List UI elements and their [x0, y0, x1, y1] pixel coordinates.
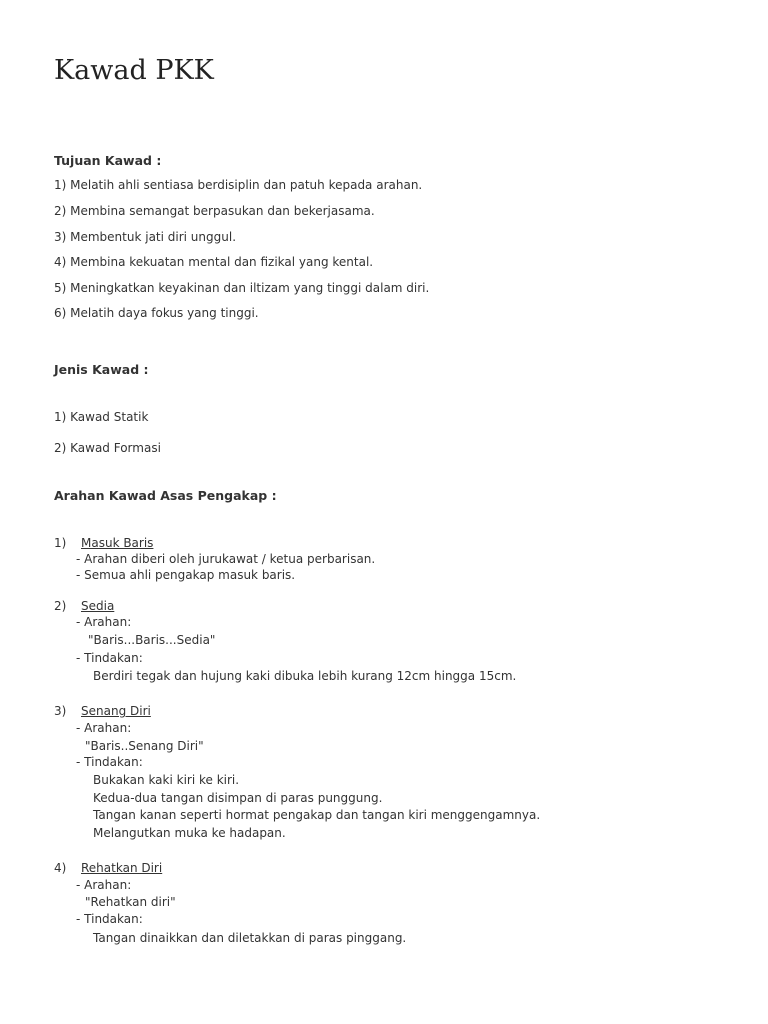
- section-line: - Arahan:: [76, 878, 132, 892]
- section-line: Bukakan kaki kiri ke kiri.: [93, 773, 240, 787]
- arahan-heading: Arahan Kawad Asas Pengakap :: [54, 488, 277, 503]
- section-line: - Tindakan:: [76, 755, 143, 769]
- section-line: "Rehatkan diri": [85, 895, 176, 909]
- section-line: - Tindakan:: [76, 912, 143, 926]
- jenis-item: 2) Kawad Formasi: [54, 441, 161, 455]
- section-line: - Semua ahli pengakap masuk baris.: [76, 568, 296, 582]
- section-line: "Baris..Senang Diri": [85, 739, 204, 753]
- arahan-section-title: [54, 535, 153, 551]
- section-line: Tangan dinaikkan dan diletakkan di paras pinggang.: [93, 931, 407, 945]
- section-name: Sedia: [81, 599, 115, 613]
- section-line: - Tindakan:: [76, 651, 143, 665]
- section-line: Kedua-dua tangan disimpan di paras punggung.: [93, 791, 383, 805]
- tujuan-item: 1) Melatih ahli sentiasa berdisiplin dan patuh kepada arahan.: [54, 178, 423, 192]
- section-number: 2): [54, 599, 67, 613]
- tujuan-item: 4) Membina kekuatan mental dan fizikal yang kental.: [54, 255, 374, 269]
- tujuan-item: 3) Membentuk jati diri unggul.: [54, 230, 237, 244]
- tujuan-heading: Tujuan Kawad :: [54, 153, 162, 168]
- section-name: Rehatkan Diri: [81, 861, 163, 875]
- section-line: "Baris...Baris...Sedia": [88, 633, 216, 647]
- section-number: 1): [54, 536, 67, 550]
- section-number: 4): [54, 861, 67, 875]
- section-line: - Arahan:: [76, 615, 132, 629]
- jenis-item: 1) Kawad Statik: [54, 410, 149, 424]
- tujuan-item: 6) Melatih daya fokus yang tinggi.: [54, 306, 259, 320]
- section-line: Melangutkan muka ke hadapan.: [93, 826, 286, 840]
- arahan-section-title: [54, 703, 151, 719]
- document-title: Kawad PKK: [54, 55, 214, 86]
- section-line: - Arahan:: [76, 721, 132, 735]
- section-line: Berdiri tegak dan hujung kaki dibuka lebih kurang 12cm hingga 15cm.: [93, 669, 517, 683]
- section-name: Senang Diri: [81, 704, 151, 718]
- section-name: Masuk Baris: [81, 536, 154, 550]
- section-line: Tangan kanan seperti hormat pengakap dan tangan kiri menggengamnya.: [93, 808, 541, 822]
- tujuan-item: 5) Meningkatkan keyakinan dan iltizam yang tinggi dalam diri.: [54, 281, 430, 295]
- section-number: 3): [54, 704, 67, 718]
- jenis-heading: Jenis Kawad :: [54, 362, 149, 377]
- section-line: - Arahan diberi oleh jurukawat / ketua perbarisan.: [76, 552, 376, 566]
- arahan-section-title: [54, 598, 114, 614]
- arahan-section-title: [54, 860, 162, 876]
- tujuan-item: 2) Membina semangat berpasukan dan bekerjasama.: [54, 204, 375, 218]
